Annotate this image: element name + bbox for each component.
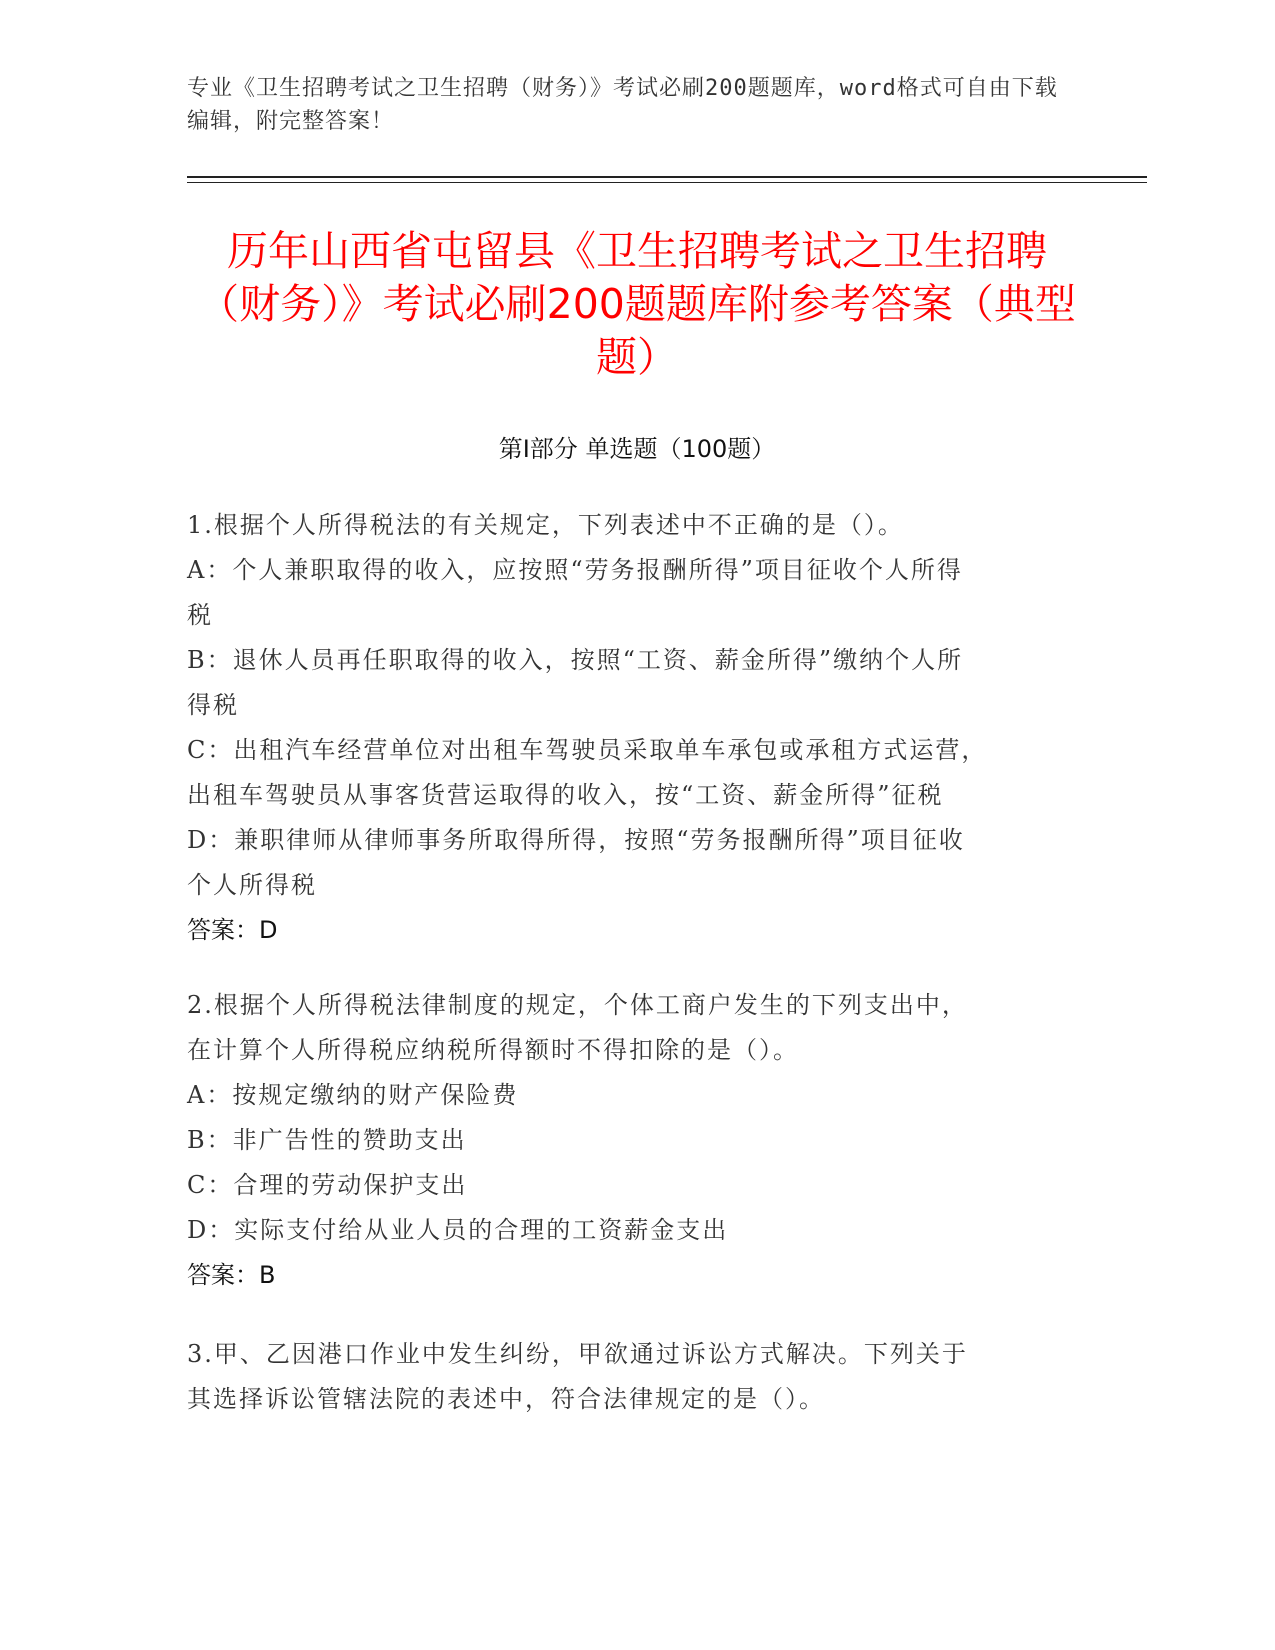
header-rule-thin [187, 182, 1147, 183]
option-d: D：实际支付给从业人员的合理的工资薪金支出 [187, 1216, 729, 1244]
option-b-line-1: B：退休人员再任职取得的收入，按照“工资、薪金所得”缴纳个人所 [187, 646, 964, 674]
option-a-line-1: A：个人兼职取得的收入，应按照“劳务报酬所得”项目征收个人所得 [187, 556, 963, 584]
question-stem-line-1: 2.根据个人所得税法律制度的规定，个体工商户发生的下列支出中， [187, 991, 968, 1019]
header-rule-thick [187, 176, 1147, 178]
option-c-line-1: C：出租汽车经营单位对出租车驾驶员采取单车承包或承租方式运营， [187, 736, 988, 764]
answer: 答案：D [187, 916, 278, 944]
document-title: 历年山西省屯留县《卫生招聘考试之卫生招聘（财务）》考试必刷200题题库附参考答案（典型题） [198, 227, 1076, 381]
option-d-line-1: D：兼职律师从律师事务所取得所得，按照“劳务报酬所得”项目征收 [187, 826, 965, 854]
option-b: B：非广告性的赞助支出 [187, 1126, 467, 1154]
option-d-line-2: 个人所得税 [187, 871, 317, 899]
question-stem-line-2: 其选择诉讼管辖法院的表述中，符合法律规定的是（）。 [187, 1385, 825, 1413]
option-a-line-2: 税 [187, 601, 213, 629]
section-heading: 第Ⅰ部分 单选题（100题） [498, 435, 776, 463]
question-2 [187, 983, 1067, 1298]
question-stem: 1.根据个人所得税法的有关规定，下列表述中不正确的是（）。 [187, 511, 904, 539]
option-a: A：按规定缴纳的财产保险费 [187, 1081, 519, 1109]
question-3 [187, 1332, 1067, 1422]
option-b-line-2: 得税 [187, 691, 239, 719]
option-c: C：合理的劳动保护支出 [187, 1171, 468, 1199]
header-note: 专业《卫生招聘考试之卫生招聘（财务）》考试必刷200题题库，word格式可自由下载编辑，附完整答案！ [187, 76, 1058, 134]
option-c-line-2: 出租车驾驶员从事客货营运取得的收入，按“工资、薪金所得”征税 [187, 781, 944, 809]
answer: 答案：B [187, 1261, 276, 1289]
question-stem-line-2: 在计算个人所得税应纳税所得额时不得扣除的是（）。 [187, 1036, 799, 1064]
question-stem-line-1: 3.甲、乙因港口作业中发生纠纷，甲欲通过诉讼方式解决。下列关于 [187, 1340, 968, 1368]
question-1 [187, 503, 1067, 953]
